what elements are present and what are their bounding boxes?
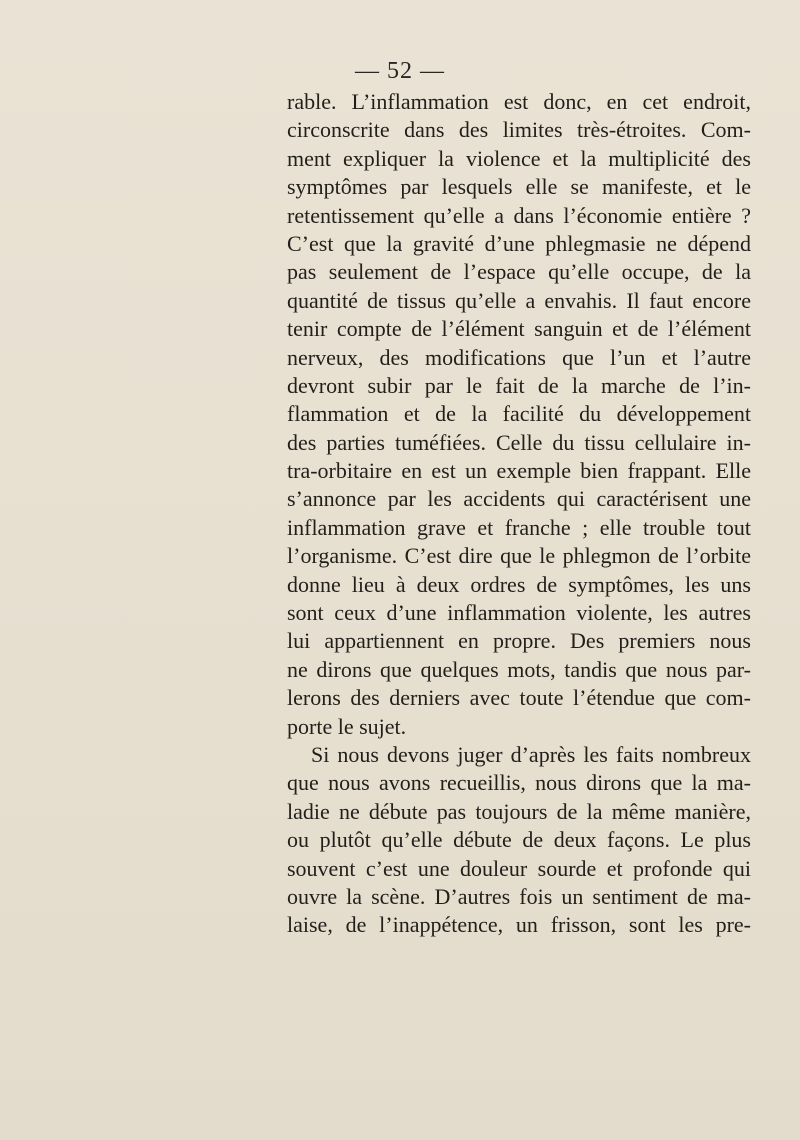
text-line: lerons des derniers avec toute l’étendue que com-: [287, 685, 751, 711]
text-line: souvent c’est une douleur sourde et profonde qui: [287, 855, 751, 881]
text-line: retentissement qu’elle a dans l’économie entière ?: [287, 202, 751, 228]
text-line: sont ceux d’une inflammation violente, les autres: [287, 600, 751, 626]
text-line: s’annonce par les accidents qui caractérisent une: [287, 486, 751, 512]
text-line: ment expliquer la violence et la multiplicité des: [287, 145, 751, 171]
text-line: l’organisme. C’est dire que le phlegmon de l’orbite: [287, 543, 751, 569]
text-line: nerveux, des modifications que l’un et l’autre: [287, 344, 751, 370]
text-line: ne dirons que quelques mots, tandis que nous par-: [287, 656, 751, 682]
text-line: laise, de l’inappétence, un frisson, sont les pre-: [287, 912, 751, 938]
text-line: symptômes par lesquels elle se manifeste, et le: [287, 174, 751, 200]
paragraph-1: [287, 88, 751, 741]
text-line: porte le sujet.: [287, 713, 407, 739]
body-text: [287, 88, 751, 940]
text-line: C’est que la gravité d’une phlegmasie ne dépend: [287, 230, 751, 256]
text-line: quantité de tissus qu’elle a envahis. Il faut encore: [287, 287, 751, 313]
text-line: tra-orbitaire en est un exemple bien frappant. Elle: [287, 458, 751, 484]
text-line: inflammation grave et franche ; elle trouble tout: [287, 514, 751, 540]
text-line: circonscrite dans des limites très-étroites. Com-: [287, 117, 751, 143]
text-line: ouvre la scène. D’autres fois un sentiment de ma-: [287, 883, 751, 909]
page-number: — 52 —: [355, 58, 445, 84]
paragraph-2: [287, 741, 751, 940]
text-line: tenir compte de l’élément sanguin et de l’élément: [287, 316, 751, 342]
text-line: lui appartiennent en propre. Des premiers nous: [287, 628, 751, 654]
text-line: ou plutôt qu’elle débute de deux façons. Le plus: [287, 827, 751, 853]
text-line: devront subir par le fait de la marche de l’in-: [287, 372, 751, 398]
text-line: que nous avons recueillis, nous dirons que la ma-: [287, 770, 751, 796]
text-line: ladie ne débute pas toujours de la même manière,: [287, 798, 751, 824]
text-line: des parties tuméfiées. Celle du tissu cellulaire in-: [287, 429, 751, 455]
text-line: donne lieu à deux ordres de symptômes, les uns: [287, 571, 751, 597]
text-line: flammation et de la facilité du développement: [287, 401, 751, 427]
text-line: Si nous devons juger d’après les faits nombreux: [311, 741, 751, 767]
text-line: rable. L’inflammation est donc, en cet endroit,: [287, 89, 751, 114]
text-line: pas seulement de l’espace qu’elle occupe, de la: [287, 259, 751, 285]
